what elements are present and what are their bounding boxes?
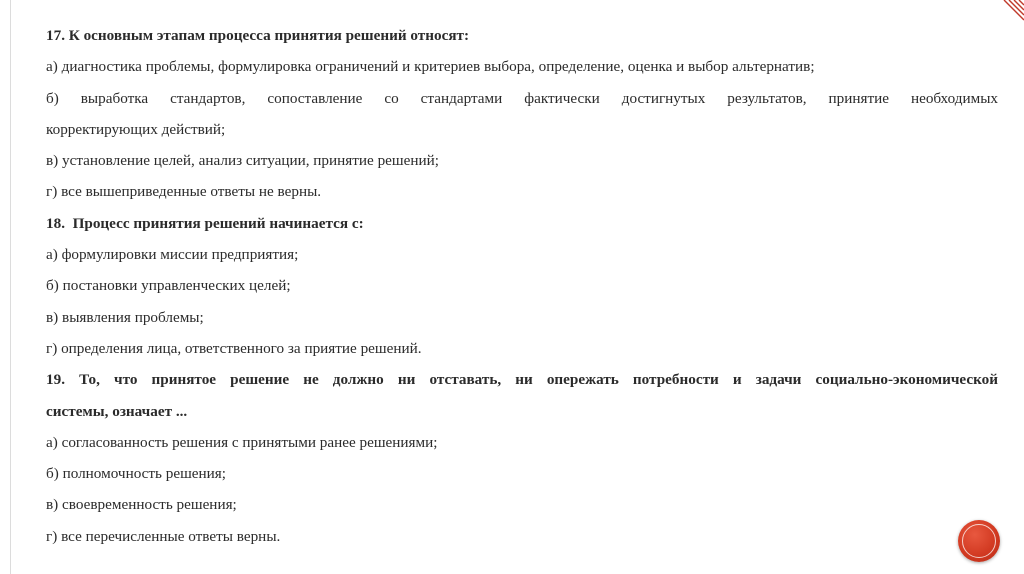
question-17-option-c: в) установление целей, анализ ситуации, принятие решений; (46, 152, 439, 170)
circle-button-icon[interactable] (958, 520, 1000, 562)
question-17-option-b-line1: б) выработка стандартов, сопоставление со стандартами фактически достигнутых результатов, принятие необходимых (46, 89, 998, 107)
question-17-option-d: г) все вышеприведенные ответы не верны. (46, 183, 322, 201)
question-18-option-c: в) выявления проблемы; (46, 308, 204, 326)
question-17-option-b-line2: корректирующих действий; (46, 120, 226, 138)
circle-button-ring (962, 524, 996, 558)
question-19-option-b: б) полномочность решения; (46, 465, 226, 483)
question-19-title-line1: 19. То, что принятое решение не должно ни отставать, ни опережать потребности и задачи социально-экономической (46, 371, 998, 389)
question-19-option-a: а) согласованность решения с принятыми ранее решениями; (46, 433, 438, 451)
question-18-option-b: б) постановки управленческих целей; (46, 277, 291, 295)
question-18-option-a: а) формулировки миссии предприятия; (46, 246, 299, 264)
question-19-title-line2: системы, означает ... (46, 402, 188, 420)
left-border-line (10, 0, 11, 574)
question-17-option-a: а) диагностика проблемы, формулировка ограничений и критериев выбора, определение, оценка и выбор альтернатив; (46, 58, 815, 76)
question-17-text: . К основным этапам процесса принятия решений относят: (61, 27, 470, 44)
question-18-title: 18. Процесс принятия решений начинается с: (46, 214, 364, 232)
question-18-option-d: г) определения лица, ответственного за приятие решений. (46, 339, 422, 357)
question-19-option-c: в) своевременность решения; (46, 496, 237, 514)
question-19-option-d: г) все перечисленные ответы верны. (46, 527, 281, 545)
question-17-number: 17 (46, 27, 62, 44)
questions-content (46, 20, 998, 552)
question-17-title (46, 20, 998, 51)
